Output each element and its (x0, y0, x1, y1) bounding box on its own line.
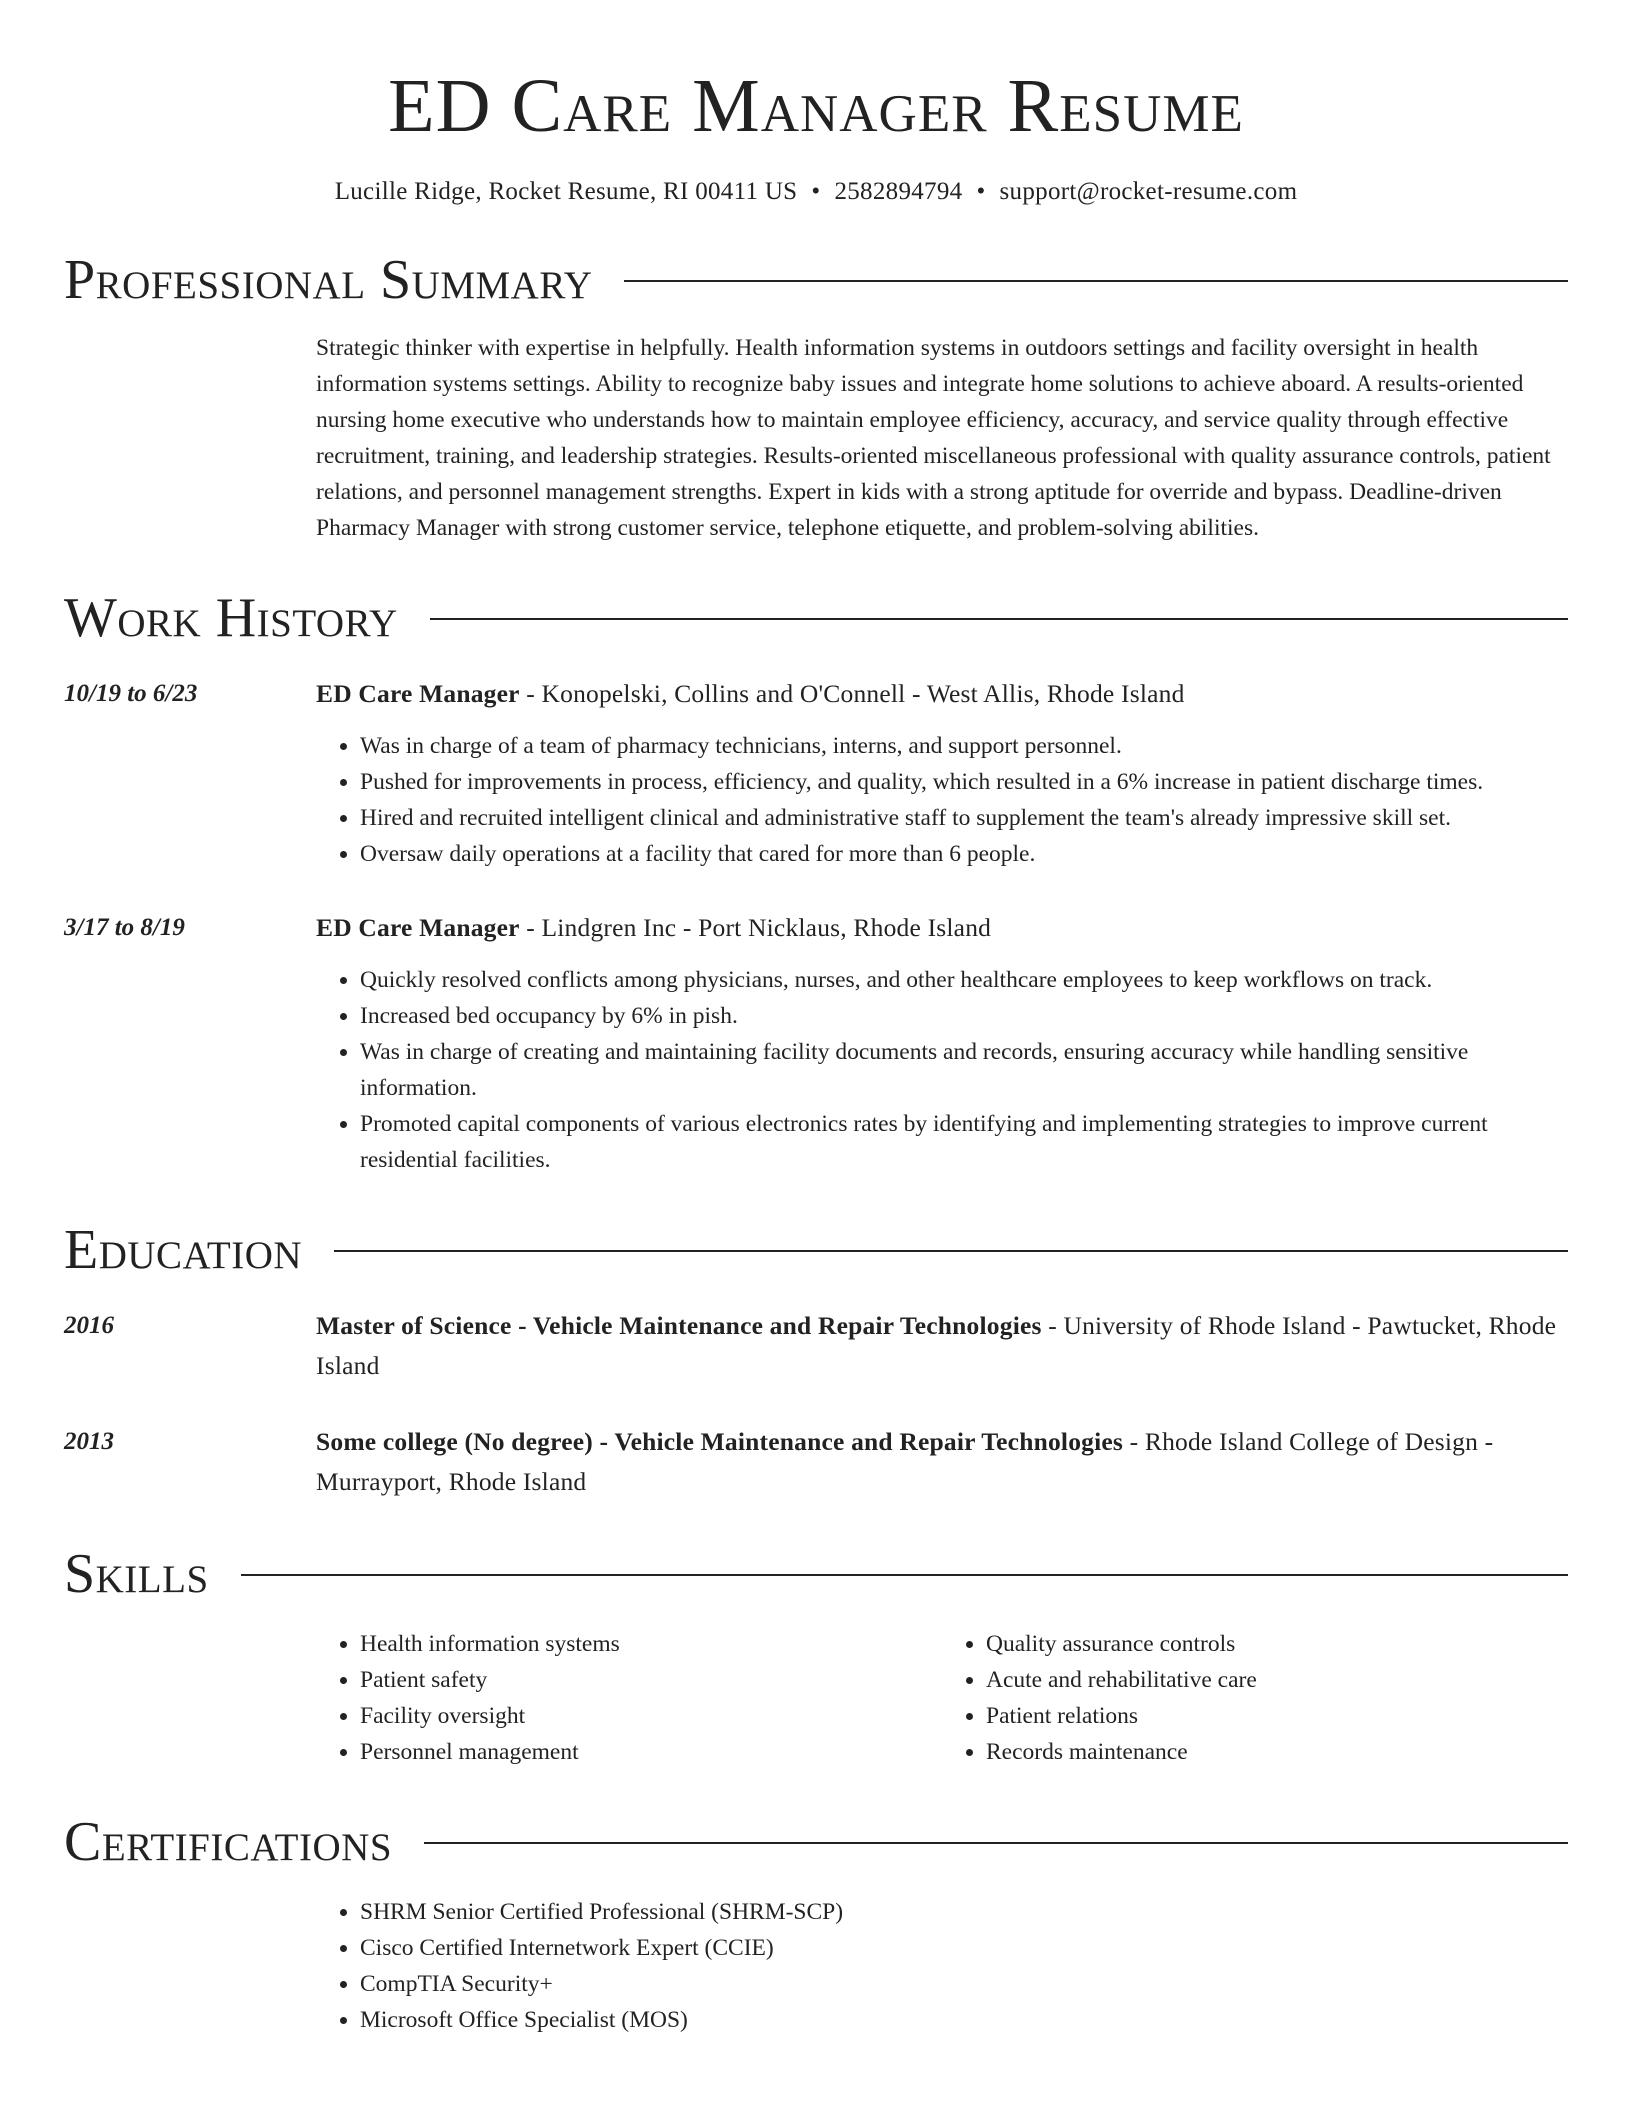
section-heading: Work History (64, 587, 398, 649)
phone: 2582894794 (834, 178, 963, 205)
job-dates: 10/19 to 6/23 (64, 680, 198, 707)
job-dates: 3/17 to 8/19 (64, 914, 185, 941)
certifications-list (316, 1894, 1568, 2038)
job-title: ED Care Manager (316, 913, 520, 942)
degree: Master of Science - Vehicle Maintenance and Repair Technologies (316, 1311, 1042, 1340)
section-divider (624, 280, 1568, 282)
job-bullets (316, 962, 1568, 1178)
job-title: ED Care Manager (316, 679, 520, 708)
section-divider (424, 1842, 1568, 1844)
list-item: • Facility oversight (360, 1698, 942, 1734)
education-section-header (64, 1218, 1568, 1282)
skills-column-right (942, 1626, 1568, 1770)
list-item: • Was in charge of creating and maintaining facility documents and records, ensuring accuracy while handling sensitive information. (360, 1034, 1568, 1106)
school-details: - Rhode Island College of Design - Murrayport, Rhode Island (316, 1427, 1494, 1496)
job-entry (64, 908, 1568, 1178)
skills-column-left (316, 1626, 942, 1770)
list-item: • SHRM Senior Certified Professional (SHRM-SCP) (360, 1894, 1568, 1930)
job-title-line (316, 674, 1568, 714)
list-item: • Patient safety (360, 1662, 942, 1698)
list-item: • Microsoft Office Specialist (MOS) (360, 2002, 1568, 2038)
summary-text: Strategic thinker with expertise in helpfully. Health information systems in outdoors settings and facility oversight in health information systems settings. Ability to recognize baby issues and integrate home solutions to achieve aboard. A results-oriented nursing home executive who understands how to maintain employee efficiency, accuracy, and service quality through effective recruitment, training, and leadership strategies. Results-oriented miscellaneous professional with quality assurance controls, patient relations, and personnel management strengths. Expert in kids with a strong aptitude for override and bypass. Deadline-driven Pharmacy Manager with strong customer service, telephone etiquette, and problem-solving abilities. (316, 335, 1551, 541)
degree: Some college (No degree) - Vehicle Maintenance and Repair Technologies (316, 1427, 1124, 1456)
section-heading: Certifications (64, 1811, 393, 1873)
skills-section-header (64, 1542, 1568, 1606)
section-heading: Education (64, 1219, 303, 1281)
list-item: • CompTIA Security+ (360, 1966, 1568, 2002)
list-item: • Oversaw daily operations at a facility that cared for more than 6 people. (360, 836, 1568, 872)
separator: • (811, 178, 821, 205)
list-item: • Acute and rehabilitative care (986, 1662, 1568, 1698)
list-item: • Pushed for improvements in process, efficiency, and quality, which resulted in a 6% increase in patient discharge times. (360, 764, 1568, 800)
summary-section-header (64, 248, 1568, 312)
list-item: • Was in charge of a team of pharmacy technicians, interns, and support personnel. (360, 728, 1568, 764)
education-entry (64, 1306, 1568, 1386)
job-details: - Lindgren Inc - Port Nicklaus, Rhode Island (519, 913, 992, 942)
education-line (316, 1422, 1568, 1502)
section-heading: Skills (64, 1543, 209, 1605)
section-divider (430, 618, 1568, 620)
work-section-header (64, 586, 1568, 650)
education-line (316, 1306, 1568, 1386)
skills-list (316, 1626, 1568, 1770)
job-details: - Konopelski, Collins and O'Connell - West Allis, Rhode Island (519, 679, 1185, 708)
job-title-line (316, 908, 1568, 948)
list-item: • Quickly resolved conflicts among physicians, nurses, and other healthcare employees to keep workflows on track. (360, 962, 1568, 998)
section-divider (241, 1574, 1568, 1576)
education-year: 2016 (64, 1312, 114, 1339)
email: support@rocket-resume.com (999, 178, 1298, 205)
school-details: - University of Rhode Island - Pawtucket, Rhode Island (316, 1311, 1557, 1380)
education-entry (64, 1422, 1568, 1502)
resume-title: ED Care Manager Resume (388, 64, 1244, 148)
address: Lucille Ridge, Rocket Resume, RI 00411 US (334, 178, 798, 205)
list-item: • Quality assurance controls (986, 1626, 1568, 1662)
list-item: • Hired and recruited intelligent clinical and administrative staff to supplement the team's already impressive skill set. (360, 800, 1568, 836)
certifications-section-header (64, 1810, 1568, 1874)
list-item: • Personnel management (360, 1734, 942, 1770)
list-item: • Health information systems (360, 1626, 942, 1662)
education-year: 2013 (64, 1428, 114, 1455)
section-divider (334, 1250, 1568, 1252)
job-entry (64, 674, 1568, 872)
separator: • (976, 178, 986, 205)
list-item: • Increased bed occupancy by 6% in pish. (360, 998, 1568, 1034)
list-item: • Cisco Certified Internetwork Expert (CCIE) (360, 1930, 1568, 1966)
list-item: • Records maintenance (986, 1734, 1568, 1770)
contact-line (64, 176, 1568, 208)
certifications-items (316, 1894, 1568, 2038)
list-item: • Promoted capital components of various electronics rates by identifying and implementing strategies to improve current residential facilities. (360, 1106, 1568, 1178)
section-heading: Professional Summary (64, 249, 593, 311)
list-item: • Patient relations (986, 1698, 1568, 1734)
job-bullets (316, 728, 1568, 872)
